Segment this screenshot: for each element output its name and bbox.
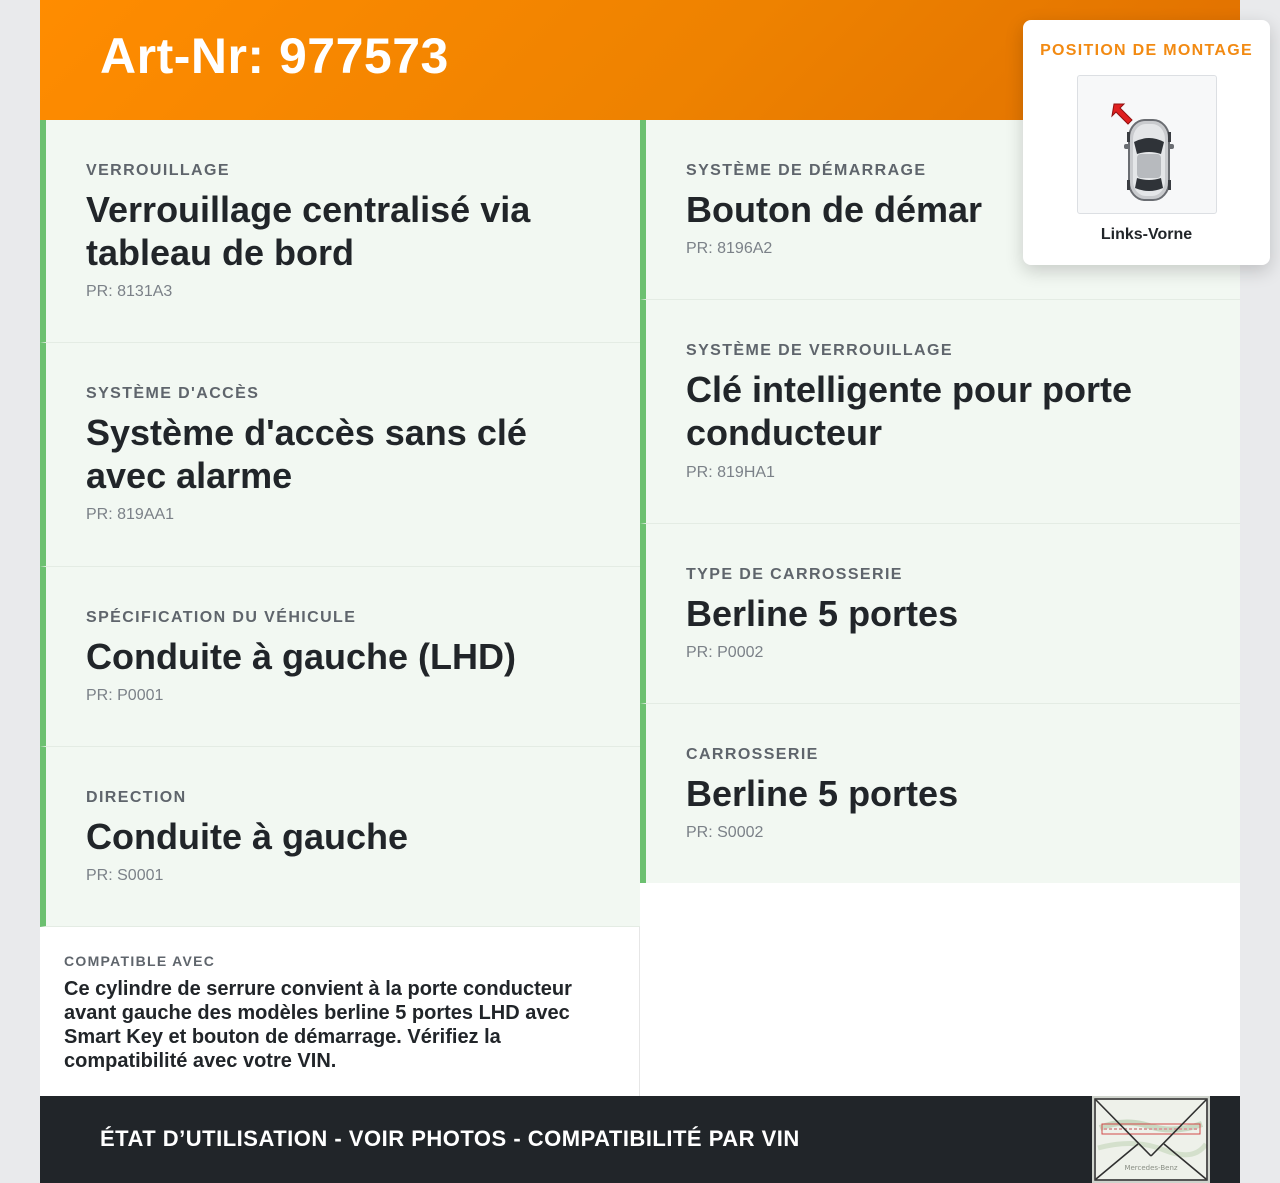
- spec-label: SYSTÈME DE VERROUILLAGE: [686, 342, 953, 359]
- envelope-stamp-icon: [1094, 1098, 1208, 1181]
- footer-bar: [40, 1096, 1240, 1183]
- footer-notice: ÉTAT D’UTILISATION - VOIR PHOTOS - COMPATIBILITÉ PAR VIN: [100, 1126, 800, 1151]
- spec-label: TYPE DE CARROSSERIE: [686, 566, 903, 583]
- spec-label: SYSTÈME DE DÉMARRAGE: [686, 162, 927, 179]
- spec-card: [40, 343, 640, 567]
- mount-position-caption: Links-Vorne: [1100, 226, 1193, 243]
- spec-card: [40, 567, 640, 747]
- page: [40, 0, 1253, 1183]
- spec-label: DIRECTION: [86, 789, 187, 806]
- spec-card: [640, 524, 1240, 704]
- compatibility-label: COMPATIBLE AVEC: [64, 953, 216, 969]
- spec-code: PR: P0001: [86, 687, 164, 704]
- mount-position-title: POSITION DE MONTAGE: [1040, 42, 1253, 59]
- spec-card: [640, 704, 1240, 883]
- car-top-view-icon: [1078, 76, 1218, 215]
- spec-value: Verrouillage centralisé via tableau de bord: [86, 189, 531, 273]
- mount-position-image: [1077, 75, 1217, 214]
- spec-card: [640, 300, 1240, 524]
- mount-position-card: [1023, 20, 1270, 265]
- spec-code: PR: 8131A3: [86, 283, 173, 300]
- spec-code: PR: 8196A2: [686, 240, 773, 257]
- spec-value: Conduite à gauche (LHD): [86, 636, 516, 677]
- spec-code: PR: 819AA1: [86, 506, 175, 523]
- spec-label: SPÉCIFICATION DU VÉHICULE: [86, 609, 357, 626]
- spec-value: Clé intelligente pour porte conducteur: [686, 369, 1133, 453]
- spec-code: PR: P0002: [686, 644, 764, 661]
- svg-text:Mercedes-Benz: Mercedes-Benz: [1124, 1164, 1178, 1172]
- spec-label: SYSTÈME D'ACCÈS: [86, 385, 260, 402]
- spec-value: Berline 5 portes: [686, 593, 959, 634]
- compatibility-text: Ce cylindre de serrure convient à la porte conducteur avant gauche des modèles berline 5 portes LHD avec Smart Key et bouton de démarrage. Vérifiez la compatibilité avec votre VIN.: [64, 978, 572, 1072]
- spec-label: VERROUILLAGE: [86, 162, 230, 179]
- spec-code: PR: 819HA1: [686, 464, 775, 481]
- spec-value: Conduite à gauche: [86, 816, 409, 857]
- compatibility-section: [40, 927, 640, 1096]
- spec-code: PR: S0002: [686, 824, 764, 841]
- spec-code: PR: S0001: [86, 867, 164, 884]
- spec-label: CARROSSERIE: [686, 746, 819, 763]
- spec-value: Bouton de démar: [686, 189, 983, 230]
- label-stamp-image: [1092, 1096, 1210, 1183]
- spec-value: Système d'accès sans clé avec alarme: [86, 412, 527, 496]
- article-number-title: Art-Nr: 977573: [100, 28, 449, 84]
- spec-value: Berline 5 portes: [686, 773, 959, 814]
- spec-card: [40, 747, 640, 927]
- spec-card: [40, 120, 640, 343]
